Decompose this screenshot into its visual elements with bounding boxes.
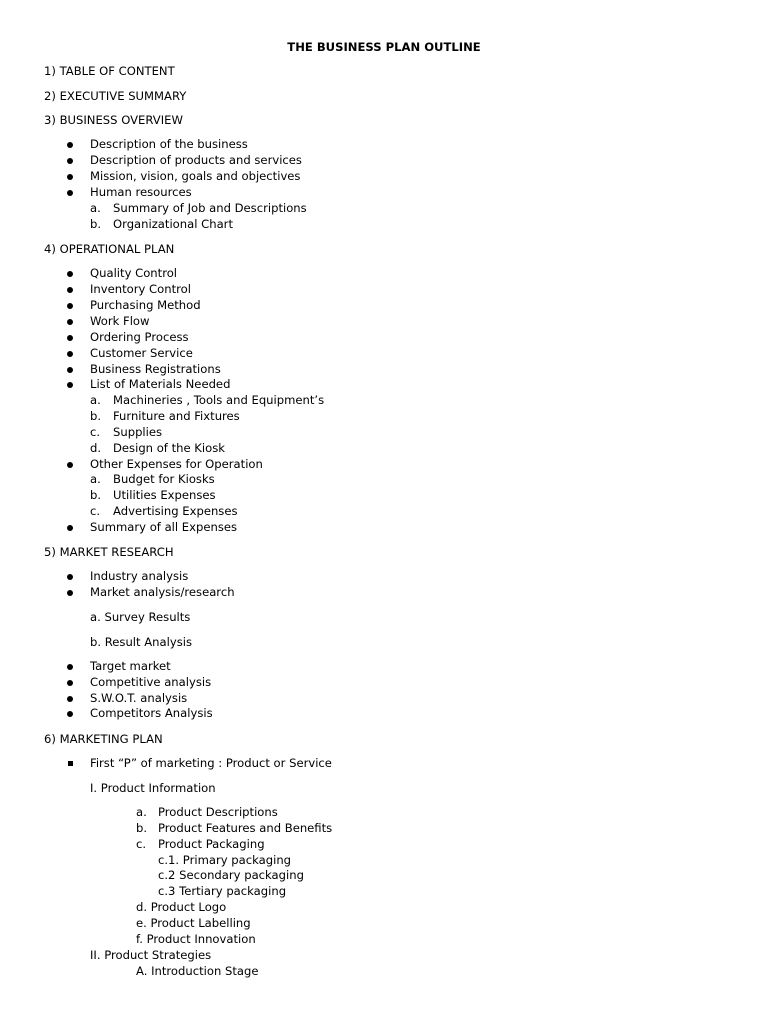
bullet-icon: [67, 142, 73, 148]
list-item: II. Product Strategies: [90, 948, 212, 962]
bullet-icon: [67, 174, 73, 180]
bullet-icon: [67, 158, 73, 164]
list-item: Inventory Control: [90, 282, 191, 296]
list-item: c.1. Primary packaging: [158, 853, 292, 867]
list-item-marker: a.: [136, 805, 147, 819]
list-item: Market analysis/research: [90, 585, 235, 599]
list-item: Organizational Chart: [113, 217, 233, 231]
section-heading: 2) EXECUTIVE SUMMARY: [44, 89, 187, 103]
page-title: THE BUSINESS PLAN OUTLINE: [287, 40, 481, 54]
list-item: Product Packaging: [158, 837, 265, 851]
square-bullet-icon: [68, 761, 73, 766]
list-item-marker: b.: [90, 409, 102, 423]
list-item-marker: b.: [90, 488, 102, 502]
list-item: c.2 Secondary packaging: [158, 868, 304, 882]
list-item: Budget for Kiosks: [113, 472, 215, 486]
bullet-icon: [67, 351, 73, 357]
list-item: First “P” of marketing : Product or Service: [90, 756, 332, 770]
list-item-marker: c.: [136, 837, 147, 851]
section-heading: 4) OPERATIONAL PLAN: [44, 242, 175, 256]
bullet-icon: [67, 664, 73, 670]
list-item: Product Descriptions: [158, 805, 278, 819]
list-item: Other Expenses for Operation: [90, 457, 263, 471]
list-item-marker: a.: [90, 472, 101, 486]
list-item-marker: b.: [90, 217, 102, 231]
list-item-marker: c.: [90, 504, 101, 518]
list-item: e. Product Labelling: [136, 916, 251, 930]
list-item: I. Product Information: [90, 781, 216, 795]
list-item-marker: a.: [90, 201, 101, 215]
list-item: Human resources: [90, 185, 192, 199]
section-heading: 3) BUSINESS OVERVIEW: [44, 113, 183, 127]
list-item-marker: a.: [90, 393, 101, 407]
list-item: Industry analysis: [90, 569, 189, 583]
bullet-icon: [67, 287, 73, 293]
list-item: A. Introduction Stage: [136, 964, 259, 978]
list-item: Description of the business: [90, 137, 248, 151]
section-heading: 1) TABLE OF CONTENT: [44, 64, 175, 78]
list-item-marker: b.: [136, 821, 148, 835]
bullet-icon: [67, 335, 73, 341]
list-item: Target market: [90, 659, 171, 673]
bullet-icon: [67, 590, 73, 596]
bullet-icon: [67, 711, 73, 717]
list-item: Mission, vision, goals and objectives: [90, 169, 301, 183]
list-item: S.W.O.T. analysis: [90, 691, 188, 705]
list-item: Work Flow: [90, 314, 150, 328]
list-item: c.3 Tertiary packaging: [158, 884, 287, 898]
list-item: Utilities Expenses: [113, 488, 216, 502]
bullet-icon: [67, 382, 73, 388]
bullet-icon: [67, 319, 73, 325]
list-item: Design of the Kiosk: [113, 441, 225, 455]
list-item: Competitive analysis: [90, 675, 212, 689]
list-item: Purchasing Method: [90, 298, 201, 312]
list-item: Business Registrations: [90, 362, 221, 376]
list-item: a. Survey Results: [90, 610, 191, 624]
section-heading: 6) MARKETING PLAN: [44, 732, 163, 746]
bullet-icon: [67, 680, 73, 686]
list-item: Furniture and Fixtures: [113, 409, 240, 423]
list-item: List of Materials Needed: [90, 377, 231, 391]
list-item: Description of products and services: [90, 153, 302, 167]
list-item: b. Result Analysis: [90, 635, 193, 649]
list-item-marker: d.: [90, 441, 102, 455]
list-item: Quality Control: [90, 266, 178, 280]
list-item: Ordering Process: [90, 330, 189, 344]
section-heading: 5) MARKET RESEARCH: [44, 545, 174, 559]
list-item: Product Features and Benefits: [158, 821, 333, 835]
bullet-icon: [67, 525, 73, 531]
bullet-icon: [67, 696, 73, 702]
list-item: d. Product Logo: [136, 900, 227, 914]
list-item: Supplies: [113, 425, 163, 439]
list-item: Machineries , Tools and Equipment’s: [113, 393, 325, 407]
bullet-icon: [67, 367, 73, 373]
list-item-marker: c.: [90, 425, 101, 439]
list-item: Competitors Analysis: [90, 706, 213, 720]
list-item: Summary of all Expenses: [90, 520, 238, 534]
bullet-icon: [67, 271, 73, 277]
list-item: Advertising Expenses: [113, 504, 238, 518]
bullet-icon: [67, 462, 73, 468]
list-item: Customer Service: [90, 346, 193, 360]
bullet-icon: [67, 574, 73, 580]
list-item: f. Product Innovation: [136, 932, 256, 946]
bullet-icon: [67, 303, 73, 309]
list-item: Summary of Job and Descriptions: [113, 201, 307, 215]
bullet-icon: [67, 190, 73, 196]
